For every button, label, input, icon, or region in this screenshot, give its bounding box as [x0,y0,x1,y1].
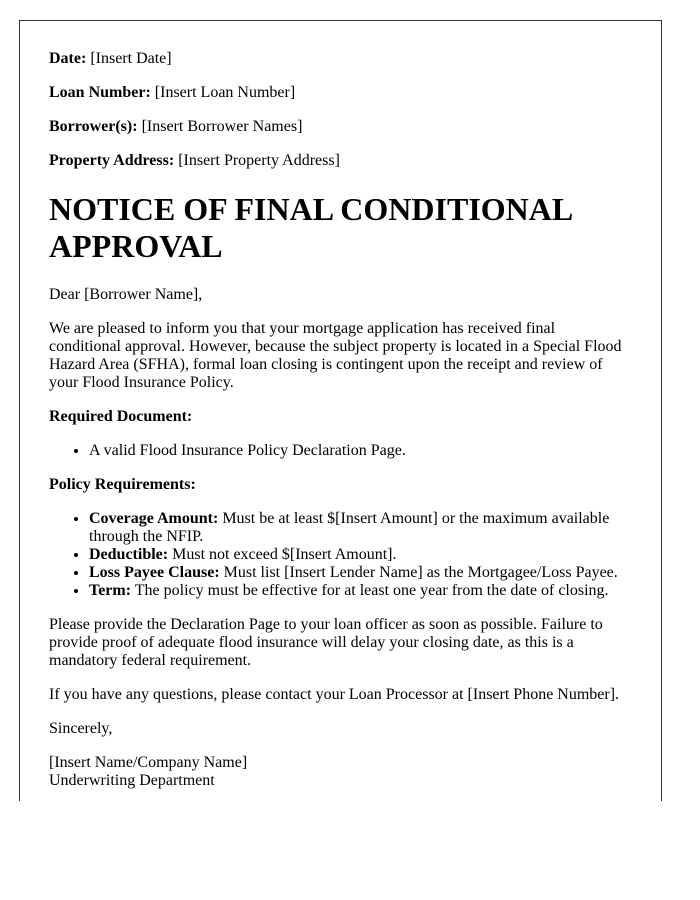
property-address-label: Property Address: [49,152,175,169]
item-text: Must be at least $[Insert Amount] or the maximum available through the NFIP. [89,510,610,545]
salutation: Dear [Borrower Name], [49,286,203,303]
signoff: Sincerely, [49,720,113,737]
list-item: • A valid Flood Insurance Policy Declaration Page. [89,442,631,460]
item-label: Loss Payee Clause: [89,564,220,581]
closing-paragraph: Please provide the Declaration Page to your loan officer as soon as possible. Failure to provide proof of adequate flood insurance will delay your closing date, as this is a mandatory federal requirement. [49,616,603,669]
borrowers-line [49,118,631,136]
date-line [49,50,631,68]
item-text: Must list [Insert Lender Name] as the Mortgagee/Loss Payee. [223,564,618,581]
item-text: The policy must be effective for at least one year from the date of closing. [134,582,609,599]
item-label: Term: [89,582,132,599]
letter-title: NOTICE OF FINAL CONDITIONAL APPROVAL [49,191,572,264]
property-address-line [49,152,631,170]
signature-block [49,754,631,790]
loan-number-line [49,84,631,102]
signature-department: Underwriting Department [49,772,215,789]
item-label: Deductible: [89,546,169,563]
list-item [89,564,631,582]
date-label: Date: [49,50,87,67]
questions-paragraph: If you have any questions, please contact your Loan Processor at [Insert Phone Number]. [49,686,620,703]
required-document-list [49,442,631,460]
list-item [89,582,631,600]
property-address-value: [Insert Property Address] [178,152,340,169]
list-item [89,546,631,564]
list-item [89,510,631,546]
policy-requirements-heading-text: Policy Requirements: [49,476,196,493]
policy-requirements-list [49,510,631,600]
loan-number-value: [Insert Loan Number] [154,84,296,101]
date-value: [Insert Date] [90,50,172,67]
item-text: Must not exceed $[Insert Amount]. [172,546,397,563]
intro-paragraph: We are pleased to inform you that your mortgage application has received final conditional approval. However, because the subject property is located in a Special Flood Hazard Area (SFHA), formal loan closing is contingent upon the receipt and review of your Flood Insurance Policy. [49,320,622,391]
signature-name: [Insert Name/Company Name] [49,754,248,771]
item-label: Coverage Amount: [89,510,219,527]
borrowers-label: Borrower(s): [49,118,138,135]
letter-page [19,20,662,801]
required-document-heading [49,408,631,426]
borrowers-value: [Insert Borrower Names] [141,118,303,135]
policy-requirements-heading [49,476,631,494]
loan-number-label: Loan Number: [49,84,151,101]
required-document-heading-text: Required Document: [49,408,193,425]
